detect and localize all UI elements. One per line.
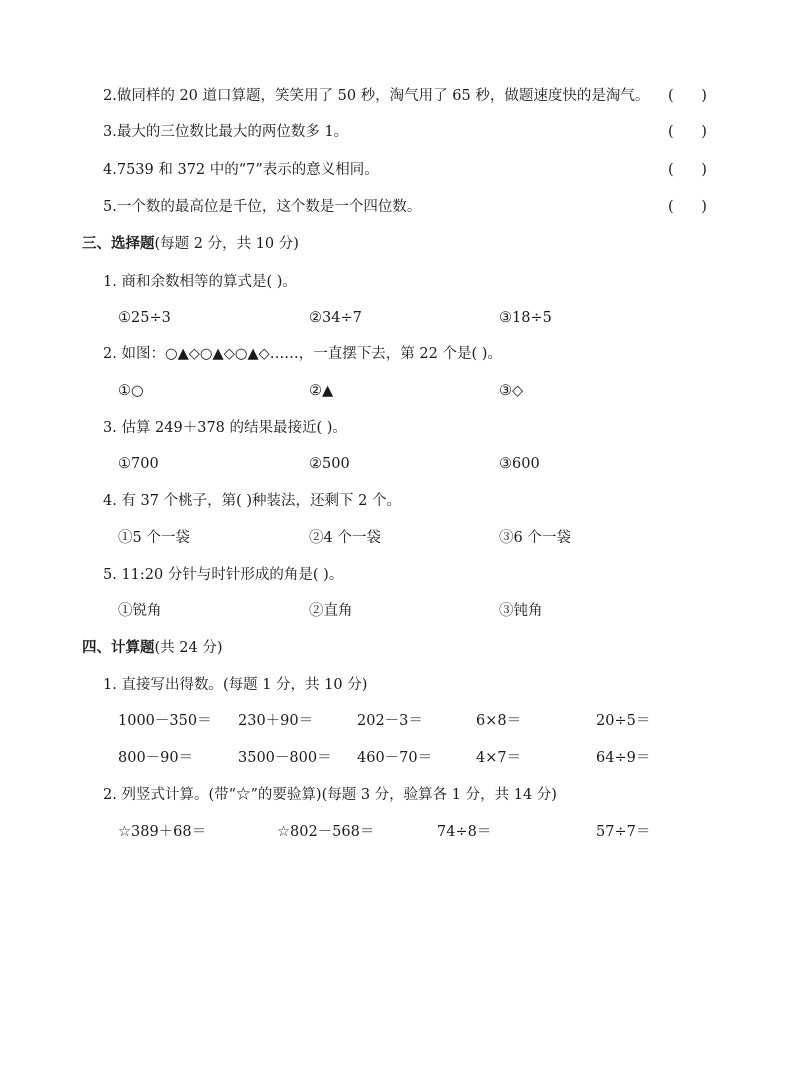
section-title-calc: 四、计算题(共 24 分) [82,639,223,656]
oral-calc-item: 230＋90＝ [238,713,314,729]
choice-option[interactable]: ③钝角 [499,603,543,619]
choice-option[interactable]: ②34÷7 [309,310,362,326]
oral-calc-item: 4×7＝ [476,750,522,766]
answer-paren[interactable]: ( ) [668,124,707,140]
oral-calc-item: 3500－800＝ [238,750,332,766]
judge-item-3: 3.最大的三位数比最大的两位数多 1。 [103,124,349,140]
answer-paren[interactable]: ( ) [668,162,707,178]
choice-option[interactable]: ①700 [118,456,159,472]
choice-option[interactable]: ②直角 [309,603,353,619]
oral-calc-item: 202－3＝ [357,713,423,729]
choice-option[interactable]: ②4 个一袋 [309,530,381,546]
choice-option[interactable]: ②▲ [309,383,334,399]
choice-option[interactable]: ①5 个一袋 [118,530,190,546]
choice-option[interactable]: ③◇ [499,383,524,399]
vertical-calc-item: ☆802－568＝ [277,824,375,840]
answer-paren[interactable]: ( ) [668,88,707,104]
oral-calc-item: 20÷5＝ [596,713,651,729]
choice-option[interactable]: ①锐角 [118,603,162,619]
choice-option[interactable]: ③600 [499,456,540,472]
choice-option[interactable]: ③18÷5 [499,310,552,326]
choice-option[interactable]: ②500 [309,456,350,472]
choice-question-3: 3. 估算 249＋378 的结果最接近( )。 [103,420,347,436]
section-title-choice: 三、选择题(每题 2 分，共 10 分) [82,235,299,252]
vertical-calc-item: 57÷7＝ [596,824,651,840]
choice-question-5: 5. 11:20 分针与时针形成的角是( )。 [103,567,344,583]
calc-question-2: 2. 列竖式计算。(带“☆”的要验算)(每题 3 分，验算各 1 分，共 14 分) [103,787,557,803]
oral-calc-item: 6×8＝ [476,713,522,729]
choice-question-1: 1. 商和余数相等的算式是( )。 [103,274,297,290]
choice-option[interactable]: ③6 个一袋 [499,530,571,546]
vertical-calc-item: ☆389＋68＝ [118,824,207,840]
oral-calc-item: 800－90＝ [118,750,194,766]
vertical-calc-item: 74÷8＝ [437,824,492,840]
choice-question-2: 2. 如图：○▲◇○▲◇○▲◇……，一直摆下去，第 22 个是( )。 [103,346,502,362]
judge-item-2: 2.做同样的 20 道口算题，笑笑用了 50 秒，淘气用了 65 秒，做题速度快的是淘气。 [103,88,650,104]
oral-calc-item: 1000－350＝ [118,713,212,729]
oral-calc-item: 64÷9＝ [596,750,651,766]
judge-item-text: 最大的三位数比最大的两位数多 1。 [116,124,349,140]
judge-item-4: 4.7539 和 372 中的“7”表示的意义相同。 [103,162,379,178]
choice-option[interactable]: ①○ [118,383,144,399]
answer-paren[interactable]: ( ) [668,199,707,215]
choice-option[interactable]: ①25÷3 [118,310,171,326]
judge-item-text: 一个数的最高位是千位，这个数是一个四位数。 [116,199,422,215]
judge-item-text: 7539 和 372 中的“7”表示的意义相同。 [116,162,379,178]
judge-item-text: 做同样的 20 道口算题，笑笑用了 50 秒，淘气用了 65 秒，做题速度快的是淘气。 [116,88,650,104]
oral-calc-item: 460－70＝ [357,750,433,766]
judge-item-5: 5.一个数的最高位是千位，这个数是一个四位数。 [103,199,422,215]
choice-question-4: 4. 有 37 个桃子，第( )种装法，还剩下 2 个。 [103,493,401,509]
calc-question-1: 1. 直接写出得数。(每题 1 分，共 10 分) [103,677,368,693]
